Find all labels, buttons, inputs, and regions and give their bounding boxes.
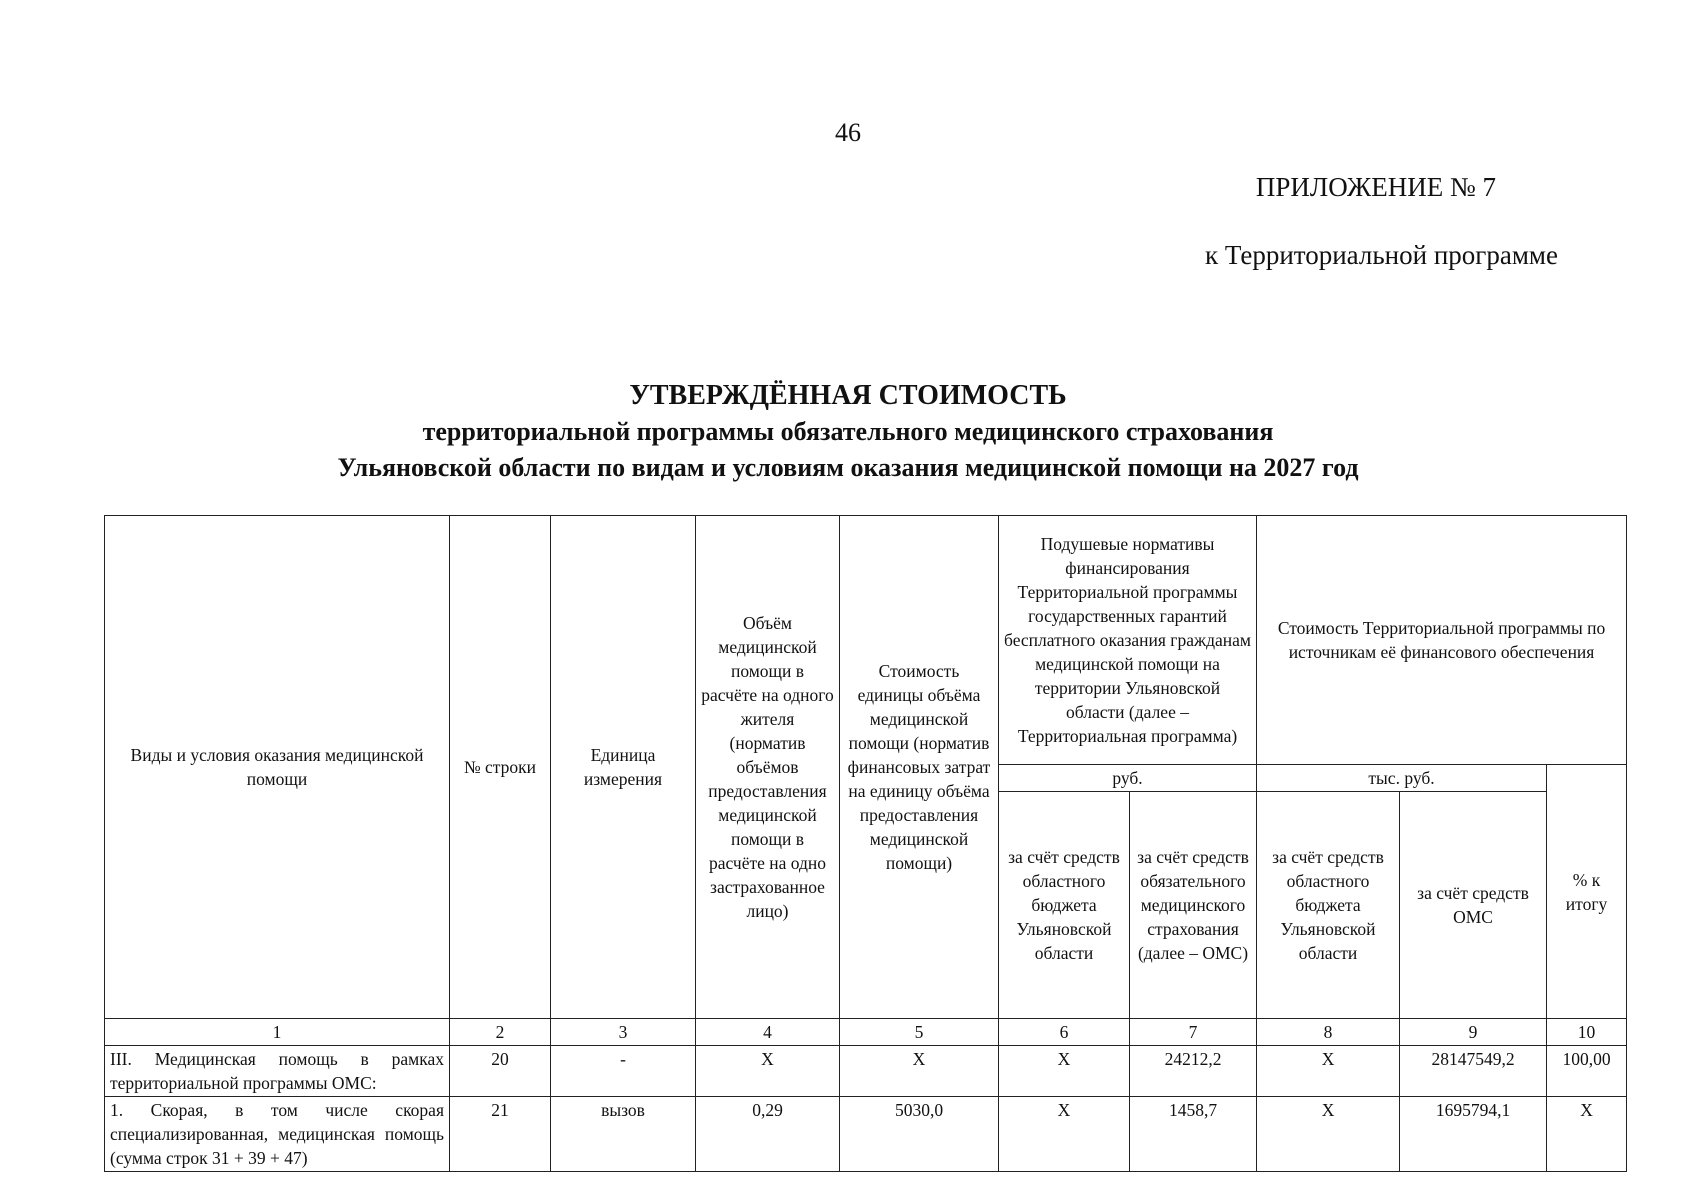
header-unit-thous-rub: тыс. руб.	[1257, 765, 1547, 792]
row-percent: Х	[1547, 1097, 1627, 1172]
header-budget-thous: за счёт средств областного бюджета Ульяновской области	[1257, 792, 1400, 1019]
column-number: 4	[696, 1019, 840, 1046]
header-kinds: Виды и условия оказания медицинской помощи	[105, 516, 450, 1019]
header-oms-rub: за счёт средств обязательного медицинского страхования (далее – ОМС)	[1130, 792, 1257, 1019]
row-oms-rub: 1458,7	[1130, 1097, 1257, 1172]
row-line-no: 20	[450, 1046, 551, 1097]
header-unit-cost: Стоимость единицы объёма медицинской помощи (норматив финансовых затрат на единицу объёма предоставления медицинской помощи)	[840, 516, 999, 1019]
column-number: 6	[999, 1019, 1130, 1046]
cost-table	[104, 515, 1627, 1172]
column-number: 10	[1547, 1019, 1627, 1046]
column-number: 1	[105, 1019, 450, 1046]
row-oms-thous: 28147549,2	[1400, 1046, 1547, 1097]
column-number: 8	[1257, 1019, 1400, 1046]
row-budget-thous: Х	[1257, 1097, 1400, 1172]
column-number: 7	[1130, 1019, 1257, 1046]
table-row	[105, 1097, 1627, 1172]
header-per-capita-group: Подушевые нормативы финансирования Территориальной программы государственных гарантий бесплатного оказания гражданам медицинской помощи на территории Ульяновской области (далее – Территориальная программа)	[999, 516, 1257, 765]
row-unit-cost: 5030,0	[840, 1097, 999, 1172]
column-number: 5	[840, 1019, 999, 1046]
row-volume: 0,29	[696, 1097, 840, 1172]
header-volume: Объём медицинской помощи в расчёте на одного жителя (норматив объёмов предоставления медицинской помощи в расчёте на одно застрахованное лицо)	[696, 516, 840, 1019]
row-name: III. Медицинская помощь в рамках территориальной программы ОМС:	[105, 1046, 450, 1097]
row-unit-cost: Х	[840, 1046, 999, 1097]
header-percent: % к итогу	[1547, 765, 1627, 1019]
row-name: 1. Скорая, в том числе скорая специализированная, медицинская помощь (сумма строк 31 + 39 + 47)	[105, 1097, 450, 1172]
title-line-1: УТВЕРЖДЁННАЯ СТОИМОСТЬ	[629, 380, 1067, 411]
header-cost-group: Стоимость Территориальной программы по источникам её финансового обеспечения	[1257, 516, 1627, 765]
row-oms-rub: 24212,2	[1130, 1046, 1257, 1097]
row-unit: -	[551, 1046, 696, 1097]
title-line-3: Ульяновской области по видам и условиям оказания медицинской помощи на 2027 год	[337, 453, 1359, 482]
row-unit: вызов	[551, 1097, 696, 1172]
row-percent: 100,00	[1547, 1046, 1627, 1097]
header-unit-rub: руб.	[999, 765, 1257, 792]
appendix-subtitle: к Территориальной программе	[1205, 240, 1558, 270]
column-numbers-row	[105, 1019, 1627, 1046]
column-number: 9	[1400, 1019, 1547, 1046]
column-number: 3	[551, 1019, 696, 1046]
header-unit: Единица измерения	[551, 516, 696, 1019]
header-line-no: № строки	[450, 516, 551, 1019]
row-budget-rub: Х	[999, 1046, 1130, 1097]
document-title	[0, 378, 1696, 486]
row-volume: Х	[696, 1046, 840, 1097]
column-number: 2	[450, 1019, 551, 1046]
header-budget-rub: за счёт средств областного бюджета Ульяновской области	[999, 792, 1130, 1019]
appendix-label: ПРИЛОЖЕНИЕ № 7	[1255, 172, 1496, 202]
header-oms-thous: за счёт средств ОМС	[1400, 792, 1547, 1019]
page-number: 46	[835, 118, 861, 147]
row-budget-thous: Х	[1257, 1046, 1400, 1097]
row-line-no: 21	[450, 1097, 551, 1172]
table-row	[105, 1046, 1627, 1097]
row-budget-rub: Х	[999, 1097, 1130, 1172]
title-line-2: территориальной программы обязательного медицинского страхования	[422, 417, 1274, 446]
row-oms-thous: 1695794,1	[1400, 1097, 1547, 1172]
